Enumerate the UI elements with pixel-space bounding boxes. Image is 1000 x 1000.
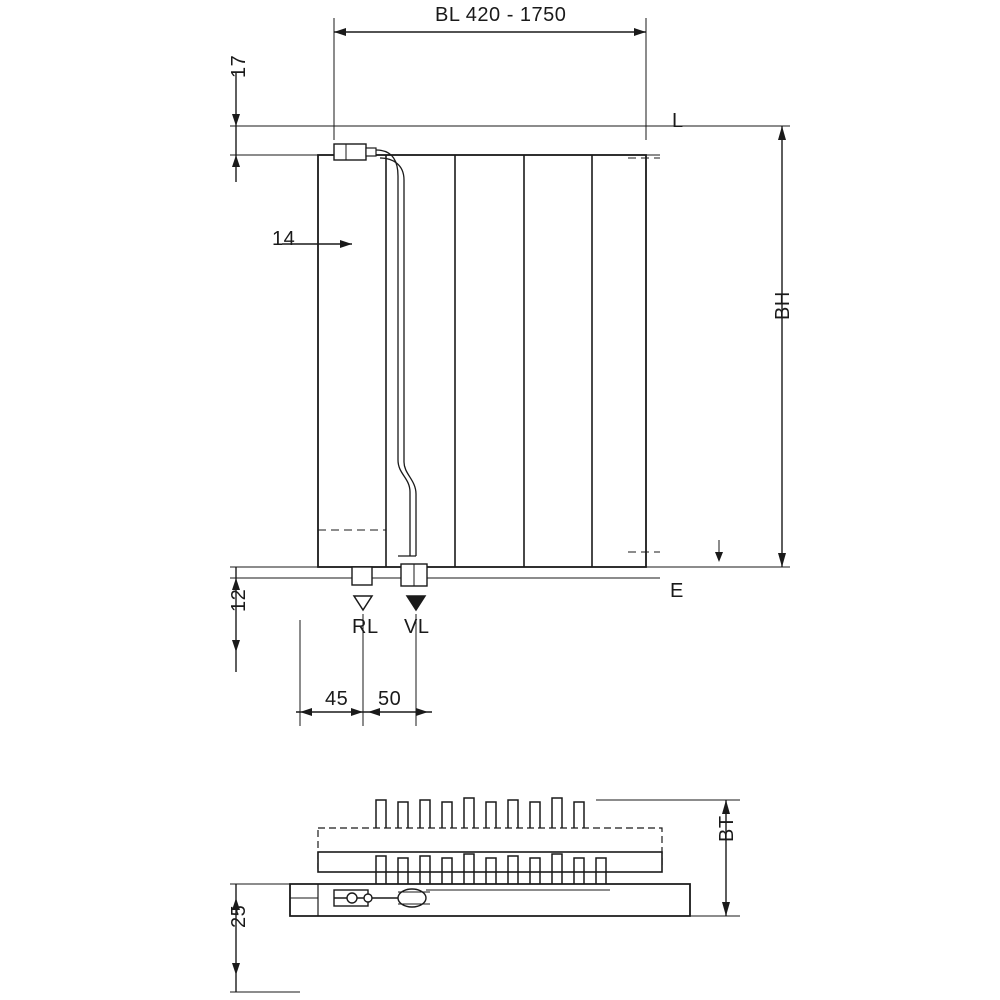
label-line-e: E: [670, 580, 684, 602]
dimension-top-offset: [232, 72, 240, 182]
label-pipe-offset: 14: [272, 228, 296, 250]
label-flow: VL: [404, 616, 430, 638]
label-bottom-offset: 12: [228, 588, 250, 612]
dimension-overall-height: [778, 126, 786, 567]
label-depth: BT: [716, 815, 738, 842]
radiator-front-panel: [318, 155, 646, 567]
label-overall-width: BL 420 - 1750: [435, 4, 567, 26]
label-return-spacing: 45: [325, 688, 349, 710]
flow-marker: [407, 596, 425, 610]
dimension-overall-width: [334, 18, 646, 140]
label-height: BH: [772, 291, 794, 320]
label-top-offset: 17: [228, 54, 250, 78]
radiator-side-view: [230, 798, 740, 992]
height-inner-arrow: [715, 540, 723, 562]
label-return: RL: [352, 616, 379, 638]
label-line-l: L: [672, 110, 684, 132]
dimension-bottom-offset: [232, 567, 240, 672]
label-floor-offset: 25: [228, 904, 250, 928]
label-flow-spacing: 50: [378, 688, 402, 710]
return-marker: [354, 596, 372, 610]
